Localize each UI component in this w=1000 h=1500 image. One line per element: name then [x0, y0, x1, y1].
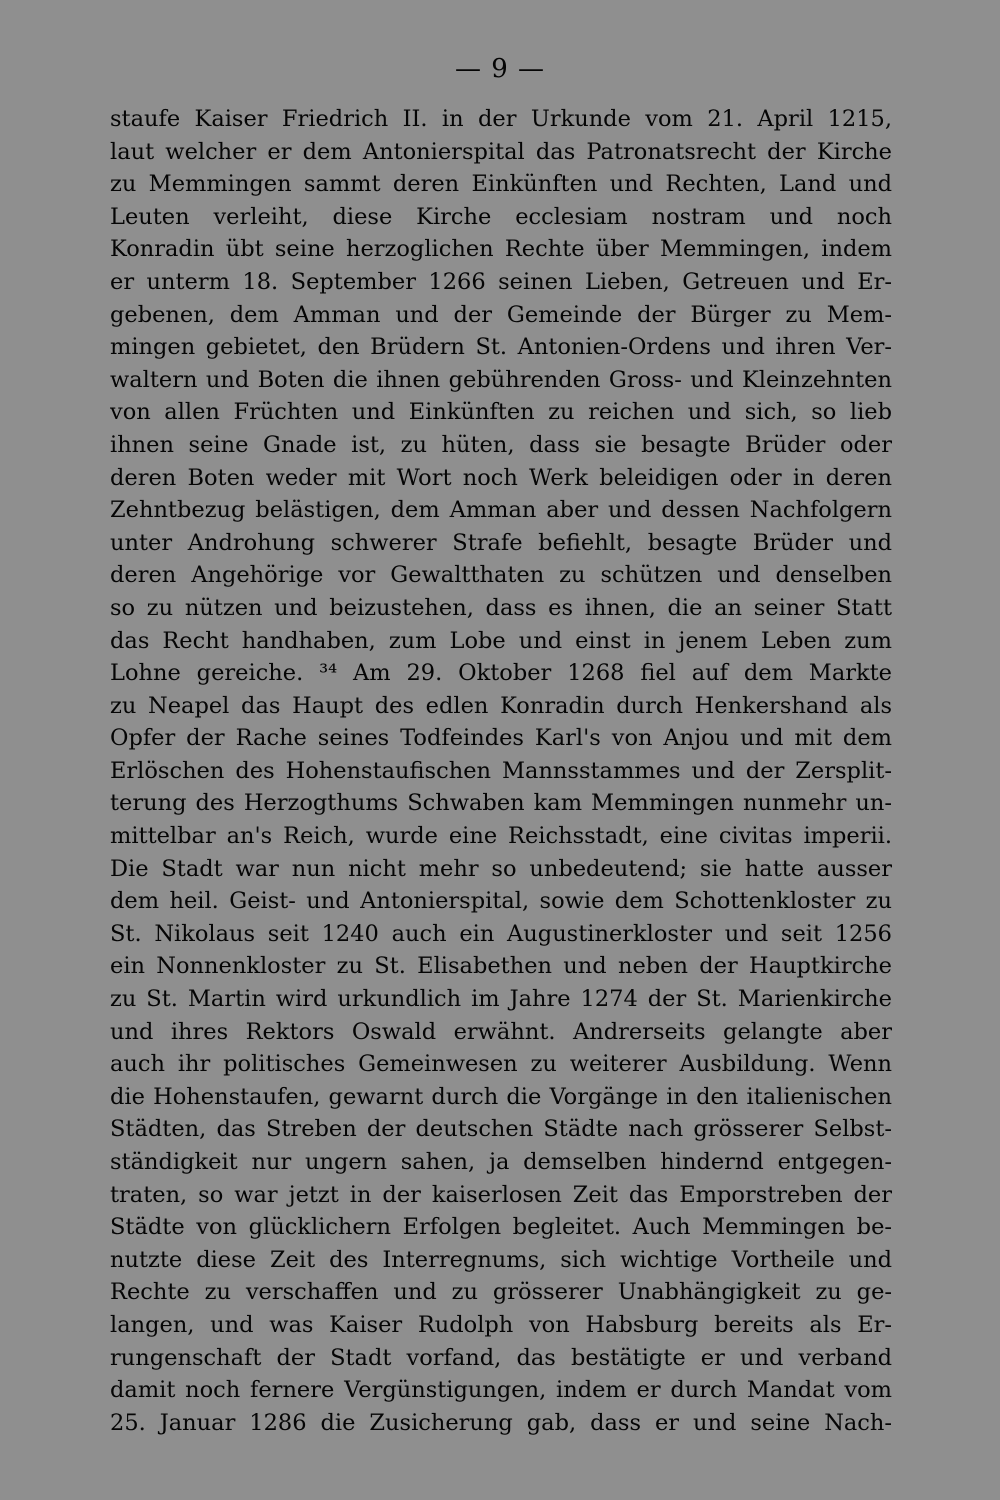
text-line: Erlöschen des Hohenstaufischen Mannsstammes und der Zersplit- [110, 757, 892, 784]
text-line: dem heil. Geist- und Antonierspital, sowie dem Schottenkloster zu [110, 888, 892, 915]
text-line: ein Nonnenkloster zu St. Elisabethen und neben der Hauptkirche [110, 953, 892, 980]
text-line: laut welcher er dem Antonierspital das Patronatsrecht der Kirche [110, 138, 892, 165]
text-line: Rechte zu verschaffen und zu grösserer Unabhängigkeit zu ge- [110, 1279, 892, 1306]
text-line: mittelbar an's Reich, wurde eine Reichsstadt, eine civitas imperii. [110, 823, 892, 850]
text-line: die Hohenstaufen, gewarnt durch die Vorgänge in den italienischen [110, 1083, 892, 1110]
text-line: traten, so war jetzt in der kaiserlosen Zeit das Emporstreben der [110, 1181, 892, 1208]
text-line: terung des Herzogthums Schwaben kam Memmingen nunmehr un- [110, 790, 892, 817]
text-line: deren Angehörige vor Gewaltthaten zu schützen und denselben [110, 562, 892, 589]
text-line: deren Boten weder mit Wort noch Werk beleidigen oder in deren [110, 464, 892, 491]
text-line: er unterm 18. September 1266 seinen Lieben, Getreuen und Er- [110, 268, 892, 295]
text-line: waltern und Boten die ihnen gebührenden Gross- und Kleinzehnten [110, 366, 892, 393]
text-line: Städte von glücklichern Erfolgen begleitet. Auch Memmingen be- [110, 1214, 892, 1241]
text-line: unter Androhung schwerer Strafe befiehlt, besagte Brüder und [110, 529, 892, 556]
page-number: — 9 — [454, 54, 546, 84]
text-line: so zu nützen und beizustehen, dass es ihnen, die an seiner Statt [110, 594, 892, 621]
text-line: auch ihr politisches Gemeinwesen zu weiterer Ausbildung. Wenn [110, 1051, 892, 1078]
text-line: ständigkeit nur ungern sahen, ja demselben hindernd entgegen- [110, 1149, 892, 1175]
text-line: St. Nikolaus seit 1240 auch ein Augustinerkloster und seit 1256 [110, 920, 892, 947]
text-line: das Recht handhaben, zum Lobe und einst in jenem Leben zum [110, 627, 892, 654]
text-line: damit noch fernere Vergünstigungen, indem er durch Mandat vom [110, 1377, 892, 1404]
text-line: Lohne gereiche. ³⁴ Am 29. Oktober 1268 fiel auf dem Markte [110, 660, 892, 687]
text-line: Städten, das Streben der deutschen Städte nach grösserer Selbst- [110, 1116, 892, 1143]
text-line: langen, und was Kaiser Rudolph von Habsburg bereits als Er- [110, 1311, 892, 1338]
text-line: Opfer der Rache seines Todfeindes Karl's von Anjou und mit dem [110, 725, 892, 752]
text-line: Leuten verleiht, diese Kirche ecclesiam nostram und noch [110, 203, 892, 230]
text-line: Konradin übt seine herzoglichen Rechte über Memmingen, indem [110, 236, 892, 263]
text-line: gebenen, dem Amman und der Gemeinde der Bürger zu Mem- [110, 301, 892, 328]
text-line: Die Stadt war nun nicht mehr so unbedeutend; sie hatte ausser [110, 855, 892, 882]
text-line: nutzte diese Zeit des Interregnums, sich wichtige Vortheile und [110, 1246, 892, 1273]
body-text [110, 103, 892, 1439]
text-line: zu Memmingen sammt deren Einkünften und Rechten, Land und [110, 171, 892, 198]
text-line: mingen gebietet, den Brüdern St. Antonien-Ordens und ihren Ver- [110, 334, 892, 361]
text-line: von allen Früchten und Einkünften zu reichen und sich, so lieb [110, 399, 892, 426]
text-line: zu St. Martin wird urkundlich im Jahre 1274 der St. Marienkirche [110, 986, 892, 1013]
text-line: ihnen seine Gnade ist, zu hüten, dass sie besagte Brüder oder [110, 431, 892, 458]
text-line: 25. Januar 1286 die Zusicherung gab, dass er und seine Nach- [110, 1409, 892, 1436]
text-line: Zehntbezug belästigen, dem Amman aber und dessen Nachfolgern [110, 497, 892, 524]
text-line: und ihres Rektors Oswald erwähnt. Andrerseits gelangte aber [110, 1018, 892, 1045]
text-line: rungenschaft der Stadt vorfand, das bestätigte er und verband [110, 1344, 892, 1371]
text-line: zu Neapel das Haupt des edlen Konradin durch Henkershand als [110, 692, 892, 719]
text-line: staufe Kaiser Friedrich II. in der Urkunde vom 21. April 1215, [110, 106, 892, 132]
